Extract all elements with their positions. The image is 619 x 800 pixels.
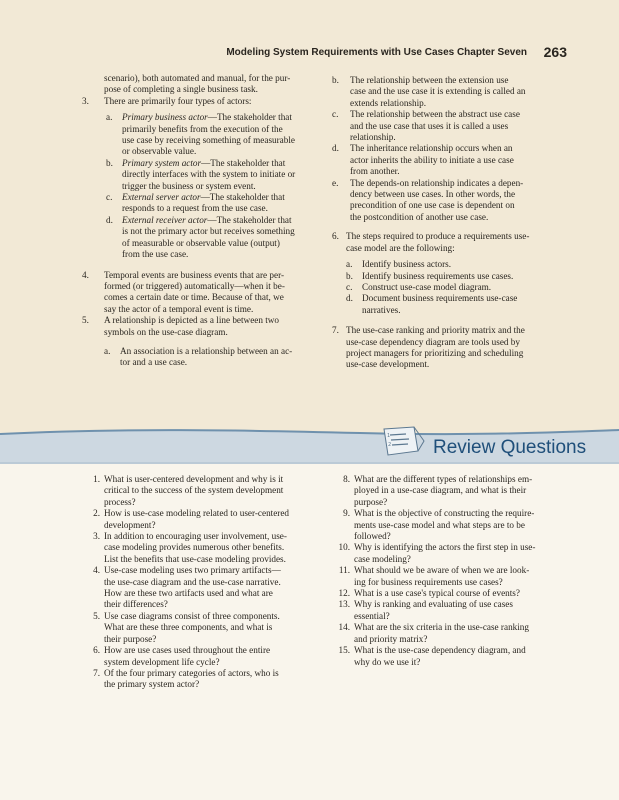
- actor-type-d: [106, 215, 322, 261]
- text-line: Use-case modeling uses two primary artifacts—: [104, 565, 281, 576]
- text-line: case modeling?: [354, 553, 411, 564]
- text-line: extends relationship.: [350, 97, 427, 108]
- step-item-c: [332, 282, 572, 293]
- subitem-letter: a.: [104, 345, 111, 356]
- text-line: actor inherits the ability to initiate a use case: [350, 154, 514, 165]
- actor-type-c: [106, 192, 322, 215]
- notepad-icon: [378, 425, 426, 459]
- text-line: case modeling provides numerous other benefits.: [104, 542, 285, 553]
- text-line: What is the objective of constructing the require-: [354, 508, 535, 519]
- text-line: tor and a use case.: [120, 357, 188, 368]
- item-5-subitem-a: [82, 346, 322, 369]
- subitem-letter: c.: [332, 109, 339, 120]
- review-questions-right: [332, 474, 572, 668]
- relationship-item-c: [332, 109, 572, 143]
- actor-type-b: [106, 158, 322, 192]
- text-fragment: —The stakeholder that: [207, 112, 292, 123]
- text-line: narratives.: [362, 304, 401, 315]
- text-fragment: —The stakeholder that: [207, 214, 292, 225]
- text-line: In addition to encouraging user involvement, use-: [104, 531, 287, 542]
- subitem-letter: a.: [346, 259, 353, 270]
- step-item-a: [332, 259, 572, 270]
- review-question: [332, 542, 572, 565]
- subitem-letter: b.: [332, 75, 339, 85]
- text-line: Of the four primary categories of actors, who is: [104, 667, 279, 678]
- text-line: The relationship between the extension use: [350, 75, 509, 85]
- item-number: 7.: [332, 325, 339, 336]
- item-6-subitems: [332, 259, 572, 316]
- relationship-item-b: [332, 75, 572, 109]
- text-line: [122, 112, 322, 123]
- review-question: [332, 599, 572, 622]
- subitem-letter: b.: [346, 270, 353, 281]
- item-3-subitems: [82, 112, 322, 260]
- text-line: is not the primary actor but receives something: [122, 226, 295, 237]
- review-question: [332, 474, 572, 508]
- text-line: case and the use case it is extending is called an: [350, 86, 526, 97]
- item-number: 6.: [332, 231, 339, 242]
- text-line: The depends-on relationship indicates a depen-: [350, 177, 524, 188]
- actor-term: External receiver actor: [122, 214, 208, 225]
- text-line: followed?: [354, 531, 391, 542]
- text-line: primarily benefits from the execution of the: [122, 123, 283, 134]
- review-question: [332, 508, 572, 542]
- running-title: Modeling System Requirements with Use Cases Chapter Seven: [226, 47, 527, 58]
- subitem-letter: d.: [346, 293, 353, 304]
- text-line: the primary system actor?: [104, 679, 200, 690]
- subitem-letter: a.: [106, 112, 113, 123]
- text-fragment: —The stakeholder that: [200, 192, 285, 203]
- relationship-item-d: [332, 143, 572, 177]
- text-line: Why is identifying the actors the first step in use-: [354, 542, 536, 553]
- summary-item-7: [332, 325, 572, 371]
- text-line: and priority matrix?: [354, 633, 428, 644]
- text-line: or observable value.: [122, 146, 197, 157]
- text-line: the postcondition of another use case.: [350, 211, 489, 222]
- actor-term: External server actor: [122, 192, 201, 203]
- text-line: Identify business requirements use cases.: [362, 270, 514, 281]
- summary-item-6: [332, 231, 572, 254]
- summary-right-column: [332, 75, 572, 371]
- text-line: of measurable or observable value (output): [122, 237, 280, 248]
- question-number: 2.: [93, 508, 100, 519]
- text-line: The inheritance relationship occurs when an: [350, 143, 513, 154]
- review-questions-title: Review Questions: [433, 437, 587, 458]
- text-line: system development life cycle?: [104, 656, 220, 667]
- relationship-item-e: [332, 178, 572, 224]
- text-line: ments use-case model and what steps are to be: [354, 519, 525, 530]
- text-line: ing for business requirements use cases?: [354, 576, 503, 587]
- text-line: comes a certain date or time. Because of that, we: [104, 292, 284, 303]
- text-line: What should we be aware of when we are look-: [354, 565, 530, 576]
- text-line: What is a use case's typical course of events?: [354, 588, 520, 599]
- text-line: why do we use it?: [354, 656, 421, 667]
- question-number: 4.: [93, 565, 100, 576]
- text-line: [122, 192, 322, 203]
- question-number: 14.: [338, 622, 350, 633]
- review-questions-left: [82, 474, 322, 691]
- question-number: 3.: [93, 531, 100, 542]
- question-number: 5.: [93, 610, 100, 621]
- text-line: Document business requirements use-case: [362, 293, 518, 304]
- text-line: Temporal events are business events that are per-: [104, 269, 285, 280]
- text-line: How are these two artifacts used and what are: [104, 588, 273, 599]
- text-line: Use case diagrams consist of three components.: [104, 610, 280, 621]
- subitem-letter: c.: [346, 281, 353, 292]
- text-line: dency between use cases. In other words, the: [350, 189, 516, 200]
- review-question: [332, 622, 572, 645]
- question-number: 8.: [343, 474, 350, 484]
- svg-text:1: 1: [387, 433, 391, 439]
- text-line: the use-case diagram and the use-case narrative.: [104, 576, 281, 587]
- text-line: The steps required to produce a requirements use-: [346, 231, 530, 242]
- subitem-letter: b.: [106, 157, 113, 168]
- text-line: their differences?: [104, 599, 168, 610]
- review-question: [332, 588, 572, 599]
- svg-text:2: 2: [388, 442, 392, 448]
- subitem-letter: c.: [106, 192, 113, 203]
- text-line: directly interfaces with the system to initiate or: [122, 169, 296, 180]
- text-line: [122, 215, 322, 226]
- item-number: 4.: [82, 269, 89, 280]
- text-line: What is user-centered development and why is it: [104, 474, 284, 484]
- text-line: [122, 158, 322, 169]
- text-line: use case by receiving something of measurable: [122, 135, 295, 146]
- text-line: trigger the business or system event.: [122, 180, 256, 191]
- summary-item-4: [82, 270, 322, 316]
- text-line: The relationship between the abstract use case: [350, 109, 520, 120]
- question-number: 1.: [93, 474, 100, 484]
- text-line: What are these three components, and what is: [104, 622, 273, 633]
- step-item-d: [332, 293, 572, 316]
- item-number: 3.: [82, 95, 89, 106]
- review-question: [82, 474, 322, 508]
- question-number: 6.: [93, 645, 100, 656]
- page-number: 263: [543, 44, 567, 60]
- question-number: 12.: [338, 588, 350, 599]
- question-number: 10.: [338, 542, 350, 553]
- text-line: and the use case that uses it is called a uses: [350, 120, 509, 131]
- text-line: purpose?: [354, 496, 388, 507]
- text-line: case model are the following:: [346, 242, 455, 253]
- text-line: from the use case.: [122, 249, 189, 260]
- text-line: responds to a request from the use case.: [122, 203, 268, 214]
- question-number: 7.: [93, 667, 100, 678]
- review-question: [82, 645, 322, 668]
- text-line: say the actor of a temporal event is time.: [104, 303, 254, 314]
- text-line: What are the different types of relationships em-: [354, 474, 533, 484]
- review-question: [82, 531, 322, 565]
- actor-term: Primary system actor: [122, 157, 202, 168]
- page-header: [0, 44, 619, 64]
- text-line: development?: [104, 519, 156, 530]
- review-question: [82, 668, 322, 691]
- text-line: pose of completing a single business task.: [104, 84, 258, 95]
- subitem-letter: d.: [106, 214, 113, 225]
- subitem-letter: d.: [332, 143, 339, 154]
- text-line: use-case dependency diagram are tools used by: [346, 336, 520, 347]
- review-question: [82, 508, 322, 531]
- review-question: [82, 565, 322, 611]
- text-line: How is use-case modeling related to user-centered: [104, 508, 290, 519]
- text-line: scenario), both automated and manual, for the pur-: [104, 73, 291, 83]
- text-line: Identify business actors.: [362, 259, 452, 270]
- text-line: relationship.: [350, 132, 396, 143]
- item-number: 5.: [82, 315, 89, 326]
- text-line: What are the six criteria in the use-case ranking: [354, 622, 529, 633]
- text-line: formed (or triggered) automatically—when it be-: [104, 280, 285, 291]
- text-line: from another.: [350, 166, 400, 177]
- summary-item-5: [82, 315, 322, 338]
- text-line: use-case development.: [346, 359, 430, 370]
- question-number: 11.: [338, 565, 350, 576]
- text-line: project managers for prioritizing and scheduling: [346, 347, 524, 358]
- text-line: ployed in a use-case diagram, and what is their: [354, 485, 527, 496]
- text-line: precondition of one use case is dependent on: [350, 200, 515, 211]
- text-line: Why is ranking and evaluating of use cases: [354, 599, 513, 610]
- summary-item-3: [82, 96, 322, 107]
- text-line: Construct use-case model diagram.: [362, 281, 492, 292]
- step-item-b: [332, 271, 572, 282]
- text-line: A relationship is depicted as a line between two: [104, 315, 280, 326]
- text-line: The use-case ranking and priority matrix and the: [346, 325, 525, 336]
- subitem-letter: e.: [332, 177, 339, 188]
- text-fragment: —The stakeholder that: [201, 157, 286, 168]
- text-line: List the benefits that use-case modeling provides.: [104, 553, 286, 564]
- continued-item: [82, 73, 322, 96]
- text-line: critical to the success of the system development: [104, 485, 284, 496]
- question-number: 15.: [338, 645, 350, 656]
- question-number: 13.: [338, 599, 350, 610]
- text-line: What is the use-case dependency diagram, and: [354, 645, 526, 656]
- text-line: process?: [104, 496, 136, 507]
- relationship-subitems: [332, 75, 572, 223]
- actor-term: Primary business actor: [122, 112, 208, 123]
- text-line: How are use cases used throughout the entire: [104, 645, 271, 656]
- text-line: essential?: [354, 610, 390, 621]
- summary-left-column: [82, 73, 322, 369]
- actor-type-a: [106, 112, 322, 158]
- review-question: [332, 565, 572, 588]
- text-line: There are primarily four types of actors:: [104, 95, 252, 106]
- review-question: [82, 611, 322, 645]
- text-line: An association is a relationship between an ac-: [120, 345, 293, 356]
- text-line: their purpose?: [104, 633, 157, 644]
- question-number: 9.: [343, 508, 350, 519]
- review-question: [332, 645, 572, 668]
- text-line: symbols on the use-case diagram.: [104, 326, 228, 337]
